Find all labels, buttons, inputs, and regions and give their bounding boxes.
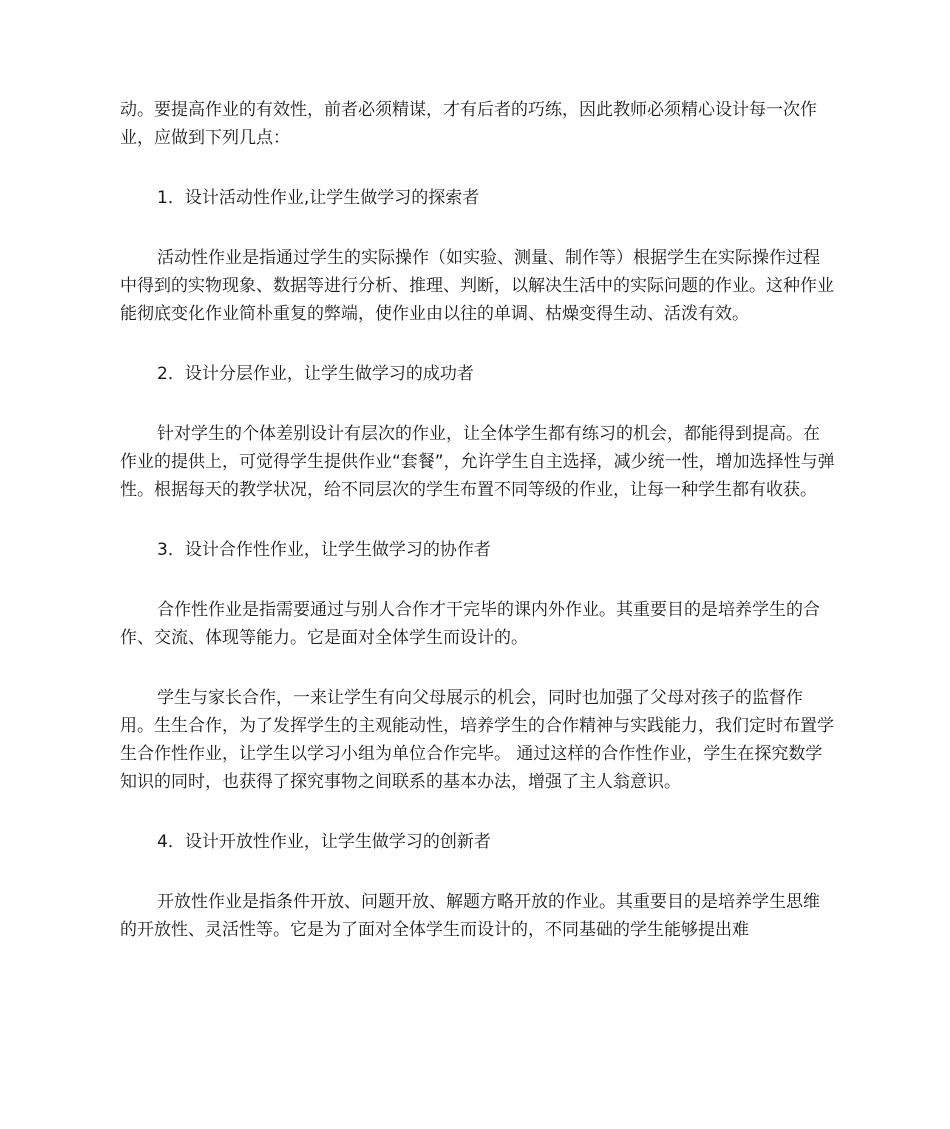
paragraph-open-homework: 开放性作业是指条件开放、问题开放、解题方略开放的作业。其重要目的是培养学生思维的开放性、灵活性等。它是为了面对全体学生而设计的，不同基础的学生能够提出难 bbox=[120, 892, 820, 940]
section-heading-4: 4．设计开放性作业，让学生做学习的创新者 bbox=[157, 832, 491, 852]
paragraph-intro: 动。要提高作业的有效性，前者必须精谋，才有后者的巧练，因此教师必须精心设计每一次作业，应做到下列几点： bbox=[120, 100, 817, 148]
paragraph-parent-cooperation: 学生与家长合作，一来让学生有向父母展示的机会，同时也加强了父母对孩子的监督作用。生生合作，为了发挥学生的主观能动性，培养学生的合作精神与实践能力，我们定时布置学生合作性作业，让学生以学习小组为单位合作完毕。 通过这样的合作性作业，学生在探究数学知识的同时，也获得了探究事物之间联系的基本办法，增强了主人翁意识。 bbox=[120, 688, 834, 792]
section-heading-2: 2．设计分层作业，让学生做学习的成功者 bbox=[157, 364, 474, 384]
section-heading-3: 3．设计合作性作业，让学生做学习的协作者 bbox=[157, 540, 491, 560]
paragraph-cooperative-homework: 合作性作业是指需要通过与别人合作才干完毕的课内外作业。其重要目的是培养学生的合作、交流、体现等能力。它是面对全体学生而设计的。 bbox=[120, 600, 820, 648]
paragraph-layered-homework: 针对学生的个体差别设计有层次的作业，让全体学生都有练习的机会，都能得到提高。在作业的提供上，可觉得学生提供作业“套餐”，允许学生自主选择，减少统一性，增加选择性与弹性。根据每天的教学状况，给不同层次的学生布置不同等级的作业，让每一种学生都有收获。 bbox=[120, 424, 835, 500]
paragraph-activity-homework: 活动性作业是指通过学生的实际操作（如实验、测量、制作等）根据学生在实际操作过程中得到的实物现象、数据等进行分析、推理、判断，以解决生活中的实际问题的作业。这种作业能彻底变化作业简朴重复的弊端，使作业由以往的单调、枯燥变得生动、活泼有效。 bbox=[120, 248, 834, 324]
document-page bbox=[120, 96, 835, 944]
section-heading-1: 1．设计活动性作业,让学生做学习的探索者 bbox=[157, 188, 480, 208]
